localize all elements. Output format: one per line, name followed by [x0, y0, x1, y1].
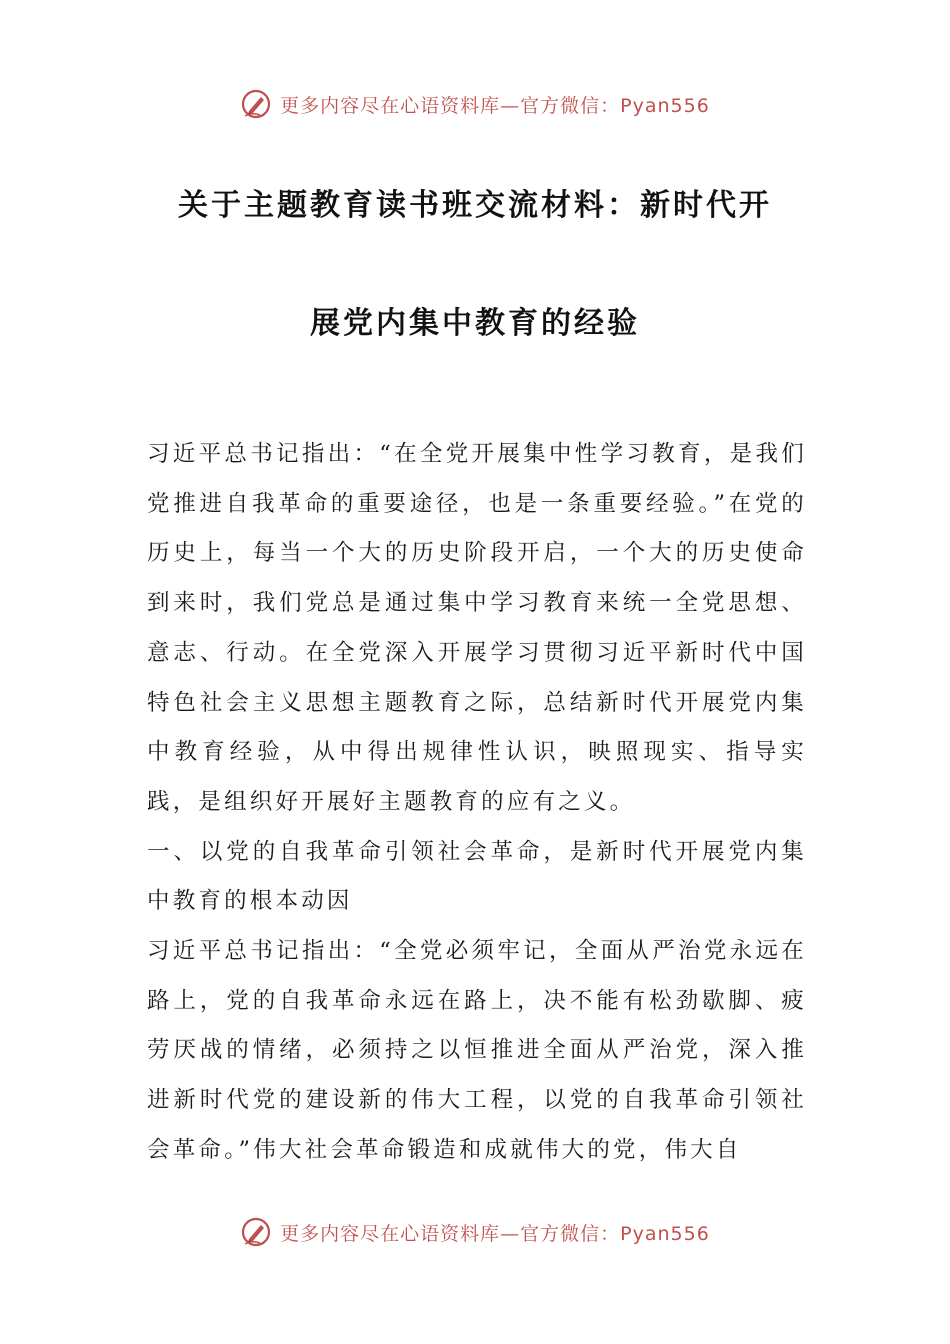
- header-watermark-banner: [0, 84, 950, 124]
- pen-logo-icon: [240, 88, 272, 120]
- document-body: [147, 430, 807, 1176]
- footer-watermark-banner: [0, 1212, 950, 1252]
- pen-logo-icon: [240, 1216, 272, 1248]
- watermark-text: 更多内容尽在心语资料库—官方微信：Pyan556: [280, 1222, 710, 1245]
- body-paragraph-section1: 习近平总书记指出：“全党必须牢记，全面从严治党永远在路上，党的自我革命永远在路上，决不能有松劲歇脚、疲劳厌战的情绪，必须持之以恒推进全面从严治党，深入推进新时代党的建设新的伟大工程，以党的自我革命引领社会革命。”伟大社会革命锻造和成就伟大的党，伟大自: [147, 938, 807, 1163]
- wechat-id: Pyan556: [620, 94, 710, 117]
- section-heading-1: 一、以党的自我革命引领社会革命，是新时代开展党内集中教育的根本动因: [147, 838, 807, 915]
- wechat-id: Pyan556: [620, 1222, 710, 1245]
- body-paragraph-intro: 习近平总书记指出：“在全党开展集中性学习教育，是我们党推进自我革命的重要途径，也是一条重要经验。”在党的历史上，每当一个大的历史阶段开启，一个大的历史使命到来时，我们党总是通过集中学习教育来统一全党思想、意志、行动。在全党深入开展学习贯彻习近平新时代中国特色社会主义思想主题教育之际，总结新时代开展党内集中教育经验，从中得出规律性认识，映照现实、指导实践，是组织好开展好主题教育的应有之义。: [147, 441, 807, 815]
- watermark-text: 更多内容尽在心语资料库—官方微信：Pyan556: [280, 94, 710, 117]
- document-title-line1: 关于主题教育读书班交流材料：新时代开: [178, 188, 772, 223]
- document-title-line2: 展党内集中教育的经验: [310, 306, 640, 341]
